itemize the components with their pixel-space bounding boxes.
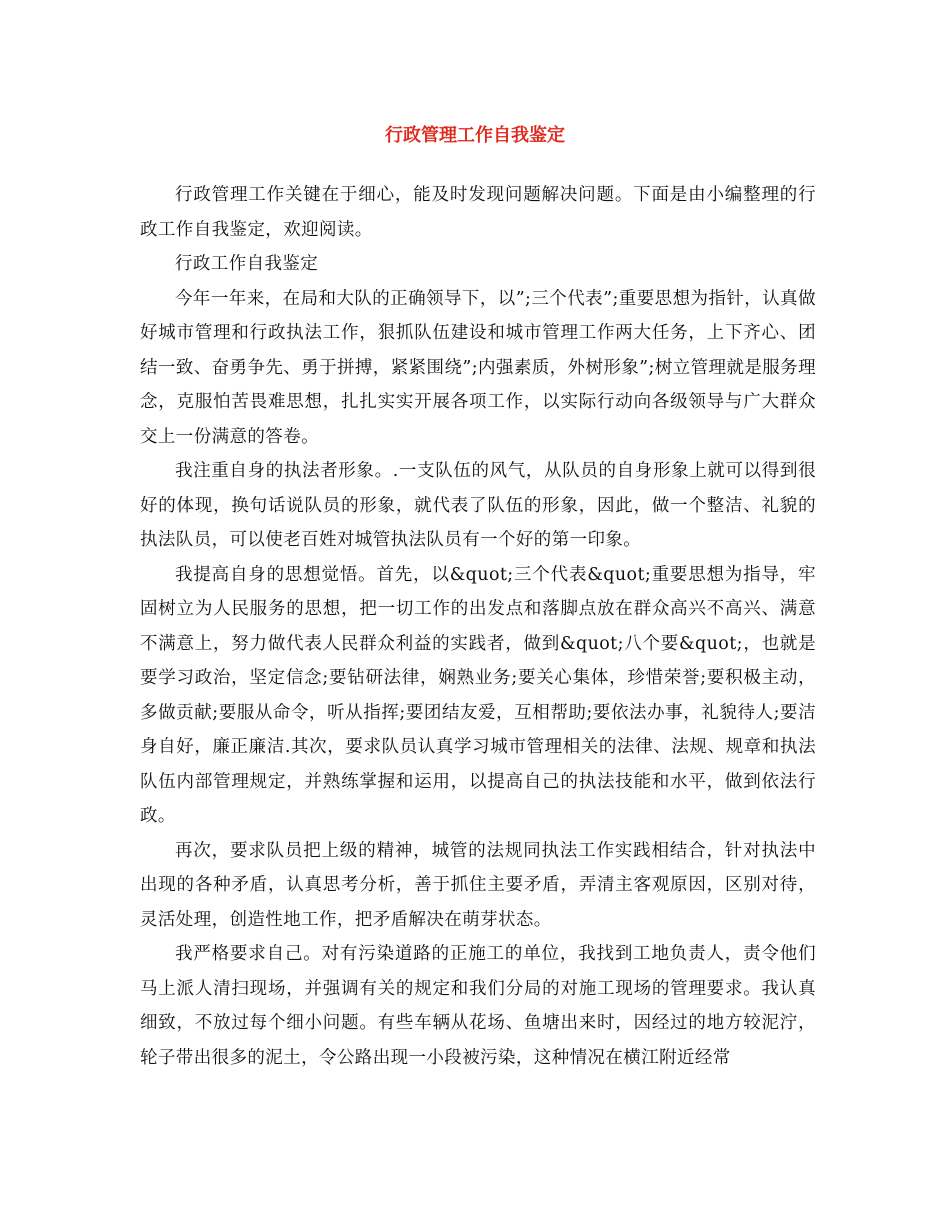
paragraph-practice: 再次，要求队员把上级的精神，城管的法规同执法工作实践相结合，针对执法中出现的各种矛盾，认真思考分析，善于抓住主要矛盾，弄清主客观原因，区别对待，灵活处理，创造性地工作，把矛盾解决在萌芽状态。 <box>140 840 816 930</box>
paragraph-strict: 我严格要求自己。对有污染道路的正施工的单位，我找到工地负责人，责令他们马上派人清扫现场，并强调有关的规定和我们分局的对施工现场的管理要求。我认真细致，不放过每个细小问题。有些车辆从花场、鱼塘出来时，因经过的地方较泥泞，轮子带出很多的泥土，令公路出现一小段被污染，这种情况在横江附近经常 <box>140 944 816 1068</box>
paragraph-image: 我注重自身的执法者形象。.一支队伍的风气，从队员的自身形象上就可以得到很好的体现，换句话说队员的形象，就代表了队伍的形象，因此，做一个整洁、礼貌的执法队员，可以使老百姓对城管执法队员有一个好的第一印象。 <box>140 461 816 550</box>
paragraph-awareness: 我提高自身的思想觉悟。首先，以&quot;三个代表&quot;重要思想为指导，牢固树立为人民服务的思想，把一切工作的出发点和落脚点放在群众高兴不高兴、满意不满意上，努力做代表人民群众利益的实践者，做到&quot;八个要&quot;，也就是要学习政治，坚定信念;要钻研法律，娴熟业务;要关心集体，珍惜荣誉;要积极主动，多做贡献;要服从命令，听从指挥;要团结友爱，互相帮助;要依法办事，礼貌待人;要洁身自好，廉正廉洁.其次，要求队员认真学习城市管理相关的法律、法规、规章和执法队伍内部管理规定，并熟练掌握和运用，以提高自己的执法技能和水平，做到依法行政。 <box>140 564 816 826</box>
paragraph-subheading: 行政工作自我鉴定 <box>175 254 319 274</box>
paragraph-intro: 行政管理工作关键在于细心，能及时发现问题解决问题。下面是由小编整理的行政工作自我鉴定，欢迎阅读。 <box>140 185 816 240</box>
paragraph-overview: 今年一年来，在局和大队的正确领导下，以”;三个代表”;重要思想为指针，认真做好城市管理和行政执法工作，狠抓队伍建设和城市管理工作两大任务，上下齐心、团结一致、奋勇争先、勇于拼搏，紧紧围绕”;内强素质，外树形象”;树立管理就是服务理念，克服怕苦畏难思想，扎扎实实开展各项工作，以实际行动向各级领导与广大群众交上一份满意的答卷。 <box>140 288 816 447</box>
document-body <box>140 178 816 1075</box>
document-title: 行政管理工作自我鉴定 <box>385 125 565 146</box>
